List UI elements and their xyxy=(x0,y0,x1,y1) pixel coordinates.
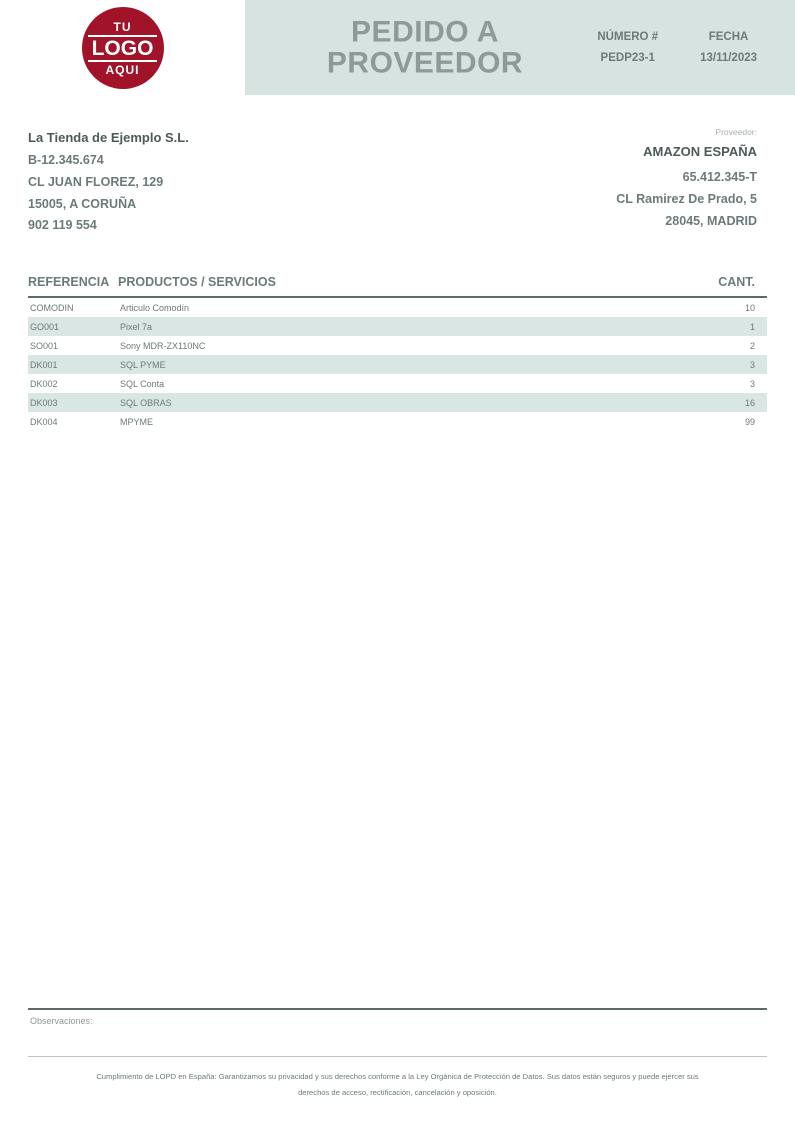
observations-label: Observaciones: xyxy=(30,1015,93,1026)
cell-reference: DK002 xyxy=(30,379,58,390)
legal-divider xyxy=(28,1056,767,1057)
cell-description: SQL Conta xyxy=(120,379,165,390)
table-row xyxy=(28,336,767,355)
logo-cell xyxy=(0,0,245,95)
supplier-name: AMAZON ESPAÑA xyxy=(643,144,757,159)
document-number-value: PEDP23-1 xyxy=(600,52,655,64)
document-date xyxy=(700,31,757,64)
document-meta xyxy=(597,31,757,64)
issuer-block xyxy=(28,127,189,237)
legal-line-1: Cumplimiento de LOPD en España: Garantizamos su privacidad y sus derechos conforme a la Ley Orgánica de Protección de Datos. Sus datos están seguros y puede ejercer sus xyxy=(96,1071,699,1081)
issuer-tax-id: B-12.345.674 xyxy=(28,152,104,167)
cell-quantity: 3 xyxy=(675,355,767,374)
document-header xyxy=(0,0,795,95)
table-row xyxy=(28,374,767,393)
issuer-name: La Tienda de Ejemplo S.L. xyxy=(28,130,189,145)
cell-description: SQL PYME xyxy=(118,355,675,374)
legal-line-2: derechos de acceso, rectificación, cancelación y oposición. xyxy=(298,1088,497,1098)
supplier-block xyxy=(616,127,757,237)
line-items-section xyxy=(28,275,767,431)
table-row xyxy=(28,297,767,317)
supplier-tax-id: 65.412.345-T xyxy=(682,170,757,184)
cell-reference: DK004 xyxy=(30,417,58,428)
issuer-address: CL JUAN FLOREZ, 129 xyxy=(28,174,164,189)
supplier-address: CL Ramirez De Prado, 5 xyxy=(616,191,757,206)
supplier-city: 28045, MADRID xyxy=(665,213,757,228)
cell-quantity: 10 xyxy=(744,303,755,314)
line-items-table xyxy=(28,275,767,431)
cell-reference: DK001 xyxy=(28,355,118,374)
logo-text-top: TU xyxy=(113,20,132,34)
table-row xyxy=(28,317,767,336)
table-row xyxy=(28,393,767,412)
header-reference: REFERENCIA xyxy=(28,275,118,297)
header-description: PRODUCTOS / SERVICIOS xyxy=(118,275,675,297)
cell-quantity: 2 xyxy=(749,341,755,352)
document-title: PEDIDO A PROVEEDOR xyxy=(326,15,524,80)
parties-section xyxy=(0,95,795,237)
header-quantity: CANT. xyxy=(675,275,767,297)
document-number xyxy=(597,31,658,64)
cell-reference: DK003 xyxy=(28,393,118,412)
cell-reference: SO001 xyxy=(30,341,59,352)
cell-quantity: 16 xyxy=(675,393,767,412)
issuer-phone: 902 119 554 xyxy=(28,218,97,233)
table-row xyxy=(28,412,767,431)
observations-divider xyxy=(28,1008,767,1010)
cell-description: Articulo Comodín xyxy=(120,303,190,314)
cell-quantity: 3 xyxy=(749,379,755,390)
cell-description: Pixel 7a xyxy=(118,317,675,336)
cell-quantity: 99 xyxy=(744,417,755,428)
logo-text-main: LOGO xyxy=(88,35,158,62)
supplier-label: Proveedor: xyxy=(715,127,757,137)
cell-description: SQL OBRAS xyxy=(118,393,675,412)
document-number-label: NÚMERO # xyxy=(597,31,659,43)
issuer-city: 15005, A CORUÑA xyxy=(28,196,137,211)
cell-description: Sony MDR-ZX110NC xyxy=(120,341,206,352)
table-body xyxy=(28,297,767,431)
cell-reference: GO001 xyxy=(28,317,118,336)
cell-reference: COMODIN xyxy=(30,303,74,314)
document-date-label: FECHA xyxy=(708,31,749,43)
legal-notice xyxy=(28,1069,767,1102)
cell-quantity: 1 xyxy=(675,317,767,336)
table-head xyxy=(28,275,767,297)
table-header-row xyxy=(28,275,767,297)
header-band xyxy=(245,0,795,95)
table-row xyxy=(28,355,767,374)
document-date-value: 13/11/2023 xyxy=(700,52,757,64)
cell-description: MPYME xyxy=(120,417,154,428)
document-footer xyxy=(28,1008,767,1102)
company-logo-icon xyxy=(82,7,164,89)
logo-text-bottom: AQUI xyxy=(105,63,140,77)
